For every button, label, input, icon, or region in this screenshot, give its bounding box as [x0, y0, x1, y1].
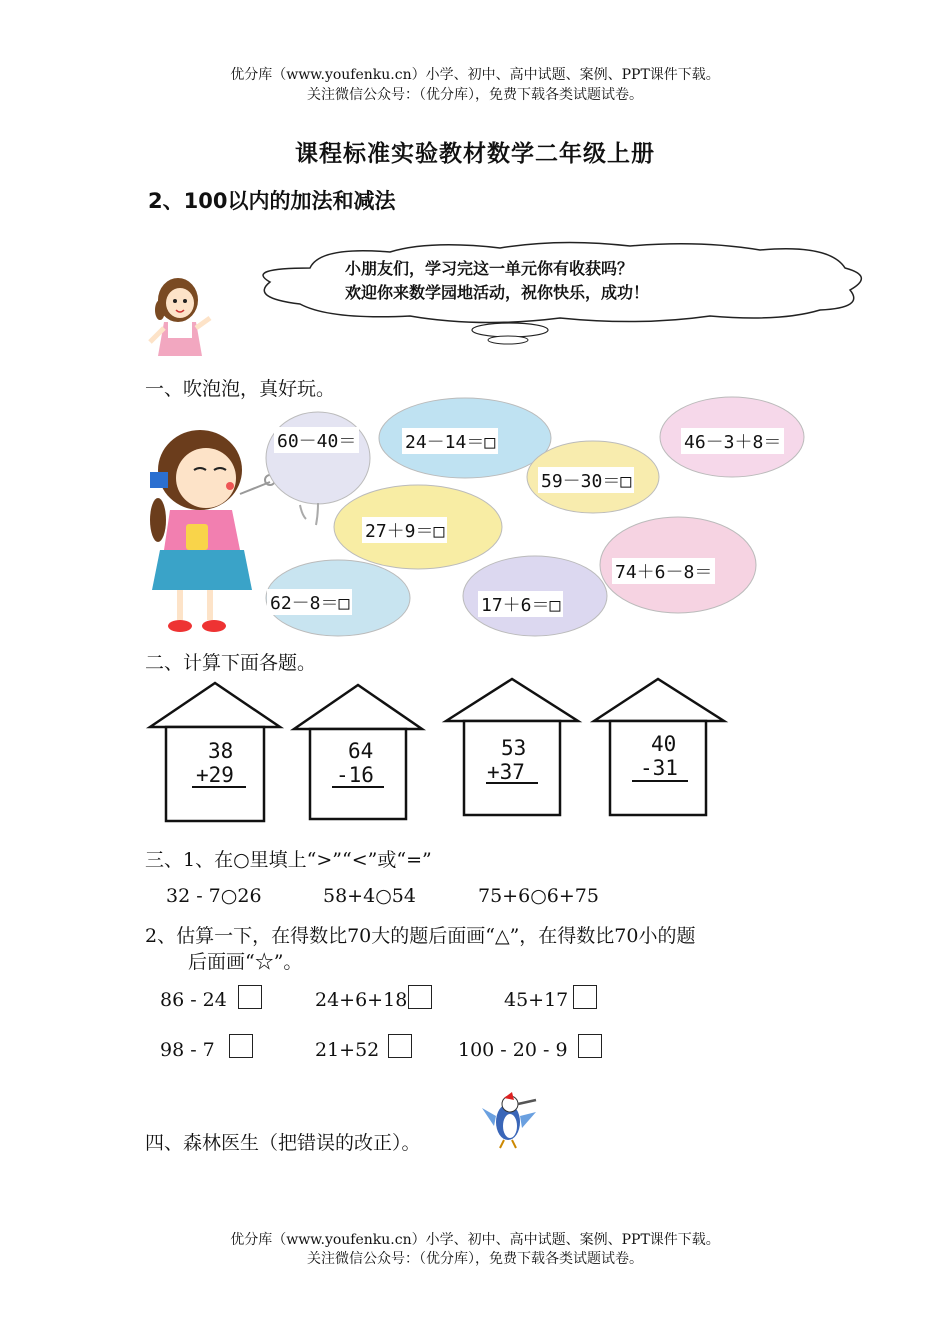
- house-2-top: 64: [348, 739, 374, 763]
- compare-1-left: 32 - 7: [166, 885, 221, 907]
- answer-box[interactable]: [229, 1034, 253, 1058]
- estimate-3: 45+17: [504, 989, 569, 1011]
- estimate-5: 21+52: [315, 1039, 380, 1061]
- footer-line-1: 优分库（www.youfenku.cn）小学、初中、高中试题、案例、PPT课件下载。: [230, 1232, 720, 1248]
- estimate-1: 86 - 24: [160, 989, 227, 1011]
- circle-blank-icon[interactable]: ○: [530, 885, 547, 907]
- bubble-8-equation: 17＋6＝□: [478, 591, 563, 617]
- unit-title: 2、100以内的加法和减法: [148, 189, 396, 213]
- circle-blank-icon[interactable]: ○: [220, 885, 238, 907]
- footer-line-2: 关注微信公众号：（优分库），免费下载各类试题试卷。: [307, 1251, 643, 1267]
- estimate-4: 98 - 7: [160, 1039, 215, 1061]
- woodpecker-illustration: [478, 1092, 542, 1150]
- bubble-2-equation: 24－14＝□: [402, 428, 498, 454]
- header-line-2: 关注微信公众号：（优分库），免费下载各类试题试卷。: [307, 87, 643, 103]
- girl-illustration: [140, 270, 220, 360]
- compare-item-1: [166, 885, 262, 907]
- house-4-top: 40: [651, 732, 677, 756]
- section-2-heading: 二、计算下面各题。: [145, 652, 317, 674]
- house-3-top: 53: [501, 736, 527, 760]
- answer-box[interactable]: [573, 985, 597, 1009]
- speech-line-1: 小朋友们，学习完这一单元你有收获吗？: [345, 259, 634, 278]
- answer-box[interactable]: [408, 985, 432, 1009]
- estimate-6: 100 - 20 - 9: [458, 1039, 568, 1061]
- estimate-instruction-line-1: 2、估算一下，在得数比70大的题后面画“△”，在得数比70小的题: [145, 925, 696, 947]
- compare-item-3: [478, 885, 599, 907]
- estimate-2: 24+6+18: [315, 989, 408, 1011]
- answer-box[interactable]: [578, 1034, 602, 1058]
- compare-3-left: 75+6: [478, 885, 531, 907]
- compare-3-right: 6+75: [546, 885, 599, 907]
- speech-line-2: 欢迎你来数学园地活动，祝你快乐，成功！: [345, 283, 650, 302]
- header-line-1: 优分库（www.youfenku.cn）小学、初中、高中试题、案例、PPT课件下载。: [230, 67, 720, 83]
- bubble-7-equation: 62－8＝□: [267, 589, 352, 615]
- answer-box[interactable]: [238, 985, 262, 1009]
- bubble-3-equation: 46－3＋8＝: [681, 428, 784, 454]
- compare-2-right: 54: [391, 885, 416, 907]
- bubble-4-equation: 59－30＝□: [538, 467, 634, 493]
- compare-2-left: 58+4: [323, 885, 376, 907]
- bubble-6-equation: 74＋6－8＝: [612, 558, 715, 584]
- section-1-heading: 一、吹泡泡，真好玩。: [145, 378, 336, 400]
- bubble-5-equation: 27＋9＝□: [362, 517, 447, 543]
- house-2-bottom: -16: [336, 763, 374, 787]
- bubble-1: [266, 412, 370, 504]
- compare-item-2: [323, 885, 416, 907]
- house-4-bottom: -31: [640, 756, 678, 780]
- circle-blank-icon[interactable]: ○: [375, 885, 392, 907]
- section-3-heading: 三、1、在○里填上“>”“<”或“=”: [145, 849, 432, 871]
- section-4-heading: 四、森林医生（把错误的改正）。: [145, 1132, 421, 1154]
- bubble-girl-illustration: [140, 420, 275, 640]
- house-1-bottom: +29: [196, 763, 234, 787]
- answer-box[interactable]: [388, 1034, 412, 1058]
- bubble-1-equation: 60－40＝: [274, 427, 359, 453]
- house-3-bottom: +37: [487, 760, 525, 784]
- house-1-top: 38: [208, 739, 234, 763]
- compare-1-right: 26: [237, 885, 262, 907]
- estimate-instruction-line-2: 后面画“☆”。: [188, 951, 303, 973]
- page-title: 课程标准实验教材数学二年级上册: [295, 141, 655, 167]
